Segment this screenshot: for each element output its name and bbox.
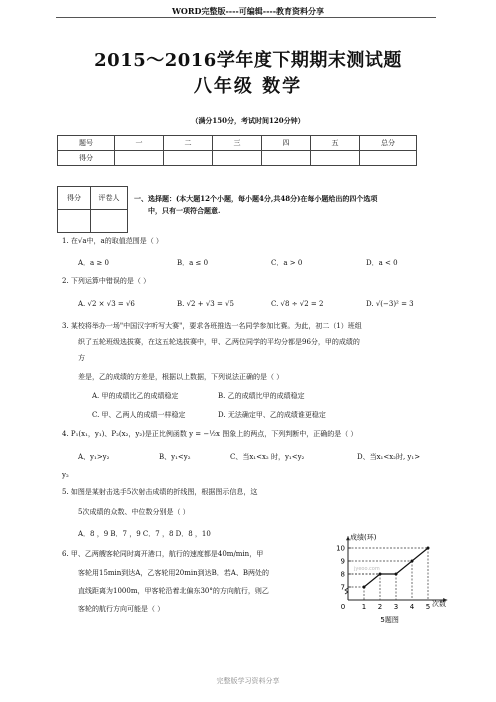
- q3-option-a: A. 甲的成绩比乙的成绩稳定: [92, 392, 179, 400]
- grader-table: [57, 186, 128, 233]
- grader-name-blank[interactable]: [91, 210, 128, 233]
- q1-stem: 1. 在√a中，a的取值范围是（ ）: [62, 237, 163, 245]
- q5-options: A．8 ，9 B．7 ，9 C．7 ，8 D．8 ，10: [78, 530, 211, 538]
- score-table-score-row: [58, 151, 417, 166]
- data-point: [363, 586, 366, 589]
- q3-line-1: 3. 某校将举办一场"中国汉字听写大赛"，要求各班推选一名同学参加比赛。为此，初二（1）班组: [62, 322, 362, 330]
- x-tick-label: 5: [425, 603, 431, 611]
- q6-line-3: 直线距离为1000m，甲客轮沿着北偏东30°的方向航行，则乙: [78, 587, 269, 595]
- q3-option-c: C. 甲、乙两人的成绩一样稳定: [92, 411, 186, 419]
- q1-option-a: A．a ≥ 0: [78, 259, 109, 267]
- x-tick-label: 1: [361, 603, 367, 611]
- q4-option-d-tail: y₂: [62, 471, 69, 479]
- score-cell: 二: [164, 136, 213, 151]
- header-rule: [56, 17, 436, 18]
- q4-option-b: B、y₁<y₂: [159, 453, 191, 461]
- page-header: WORD完整版----可编辑----教育资料分享: [171, 6, 325, 16]
- score-table: [57, 135, 417, 166]
- score-cell: 总分: [360, 136, 417, 151]
- q5-line-1: 5. 如图是某射击选手5次射击成绩的折线图，根据图示信息，这: [62, 488, 258, 496]
- score-blank[interactable]: [262, 151, 311, 166]
- y-axis-label: 成绩(环): [350, 533, 377, 542]
- exam-note: （满分150分，考试时间120分钟）: [191, 116, 305, 125]
- score-blank[interactable]: [115, 151, 164, 166]
- q1-option-d: D．a < 0: [366, 259, 398, 267]
- q6-line-2: 客轮用15min到达A，乙客轮用20min到达B．若A、B两处的: [78, 569, 269, 577]
- q2-option-c: C. √8 ÷ √2 = 2: [271, 300, 324, 308]
- q2-option-d: D. √(−3)² = 3: [366, 300, 414, 308]
- q3-option-b: B. 乙的成绩比甲的成绩稳定: [218, 392, 305, 400]
- q2-option-b: B. √2 + √3 = √5: [177, 300, 234, 308]
- score-cell: 一: [115, 136, 164, 151]
- q3-line-3: 方: [78, 354, 85, 362]
- score-cell: 四: [262, 136, 311, 151]
- y-tick-label: 8: [340, 570, 345, 579]
- y-tick-label: 9: [340, 557, 345, 566]
- q5-line-2: 5次成绩的众数、中位数分别是（ ）: [78, 508, 190, 516]
- q6-line-1: 6. 甲、乙两艘客轮同时离开港口，航行的速度都是40m/min，甲: [62, 550, 264, 558]
- x-tick-label: 2: [377, 603, 383, 611]
- score-cell: 三: [213, 136, 262, 151]
- q2-option-a: A. √2 × √3 = √6: [78, 300, 135, 308]
- page-footer: 完整版学习资料分享: [216, 677, 280, 685]
- exam-title: 2015～2016学年度下期期末测试题: [94, 50, 402, 71]
- grader-score-label: 得分: [58, 187, 91, 210]
- x-axis-label: 次数: [432, 600, 446, 608]
- data-point: [379, 573, 382, 576]
- score-blank[interactable]: [164, 151, 213, 166]
- y-tick-label: 10: [336, 544, 345, 553]
- q4-option-d: D、当x₁<x₂时, y₁>: [357, 453, 421, 461]
- q1-option-c: C．a > 0: [271, 259, 303, 267]
- section-line-1: 一、选择题：(本大题12个小题，每小题4分,共48分)在每小题给出的四个选项: [134, 194, 378, 203]
- data-point: [427, 547, 430, 550]
- score-blank[interactable]: [360, 151, 417, 166]
- grader-score-blank[interactable]: [58, 210, 91, 233]
- q6-line-4: 客轮的航行方向可能是（ ）: [78, 605, 165, 613]
- score-cell: 题号: [58, 136, 115, 151]
- score-cell: 得分: [58, 151, 115, 166]
- chart-watermark: jyeoo.com: [354, 566, 380, 573]
- q2-stem: 2. 下列运算中错误的是（ ）: [62, 277, 151, 285]
- y-tick-label: 7: [340, 583, 345, 592]
- score-cell: 五: [311, 136, 360, 151]
- q4-option-c: C、当x₁<x₂ 时，y₁<y₂: [230, 453, 305, 461]
- data-point: [411, 560, 414, 563]
- chart-caption: 5题图: [380, 616, 399, 624]
- grader-name-label: 评卷人: [91, 187, 128, 210]
- section-line-2: 中，只有一项符合题意.: [148, 206, 221, 215]
- q4-option-a: A、y₁>y₂: [78, 453, 110, 461]
- score-blank[interactable]: [213, 151, 262, 166]
- score-table-header-row: [58, 136, 417, 151]
- q5-line-chart: [334, 512, 464, 626]
- x-tick-label: 0: [340, 603, 346, 611]
- section-heading: [134, 193, 444, 217]
- q3-option-d: D. 无法确定甲、乙的成绩谁更稳定: [218, 411, 326, 419]
- x-tick-label: 3: [393, 603, 399, 611]
- q3-line-2: 织了五轮班级选拔赛，在这五轮选拔赛中，甲、乙两位同学的平均分都是96分，甲的成绩的: [78, 338, 360, 346]
- x-tick-label: 4: [409, 603, 415, 611]
- q1-option-b: B．a ≤ 0: [177, 259, 209, 267]
- score-blank[interactable]: [311, 151, 360, 166]
- q3-line-4: 差是，乙的成绩的方差是，根据以上数据，下列说法正确的是（ ）: [78, 373, 284, 381]
- data-point: [395, 573, 398, 576]
- exam-subtitle: 八年级 数学: [193, 76, 303, 97]
- q4-stem: 4. P₁(x₁，y₁)、P₂(x₂，y₂)是正比例函数 y = −½x 图象上的两点，下列判断中，正确的是（ ）: [62, 430, 358, 438]
